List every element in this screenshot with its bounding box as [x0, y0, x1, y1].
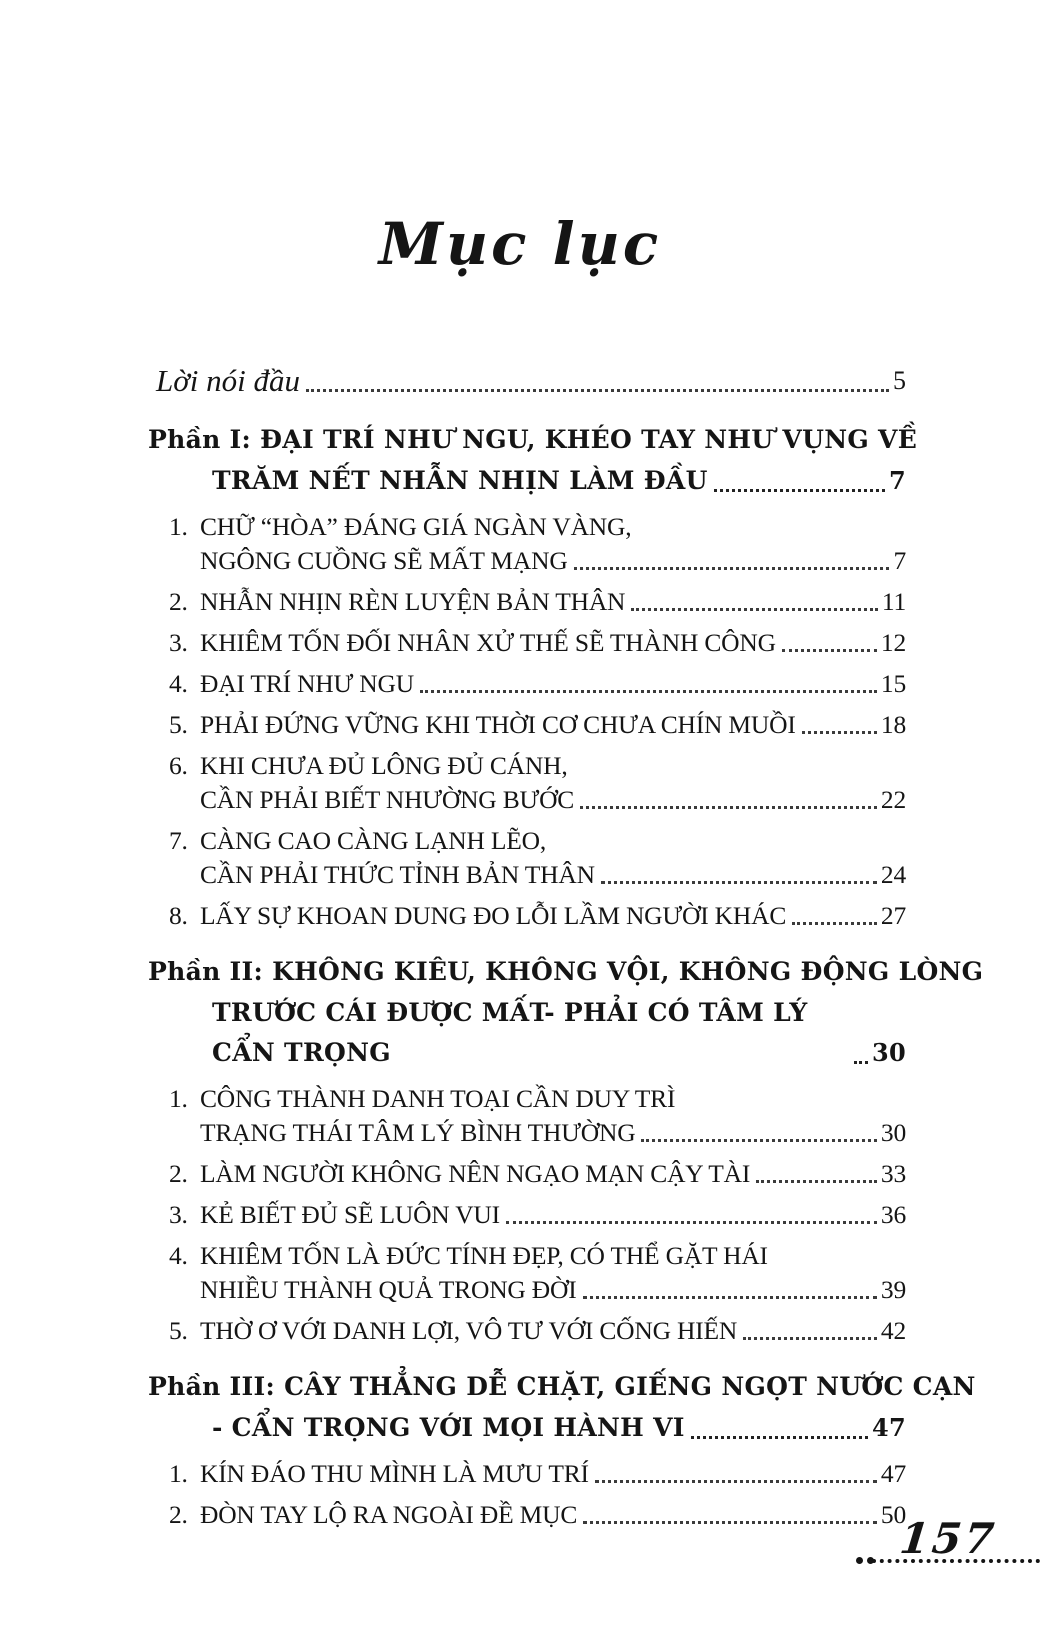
preface-label: Lời nói đầu	[156, 363, 301, 398]
section-label: Phần II:	[148, 957, 273, 986]
section-page-number: 47	[872, 1413, 906, 1442]
item-leader-row	[200, 667, 906, 701]
dot-leader	[506, 1221, 877, 1224]
toc-preface-row	[156, 362, 906, 400]
section-title-text: KHÔNG KIÊU, KHÔNG VỘI, KHÔNG ĐỘNG LÒNG	[272, 957, 984, 986]
item-page-number: 27	[880, 901, 906, 930]
item-body	[200, 510, 906, 578]
section-label: Phần I:	[148, 425, 261, 454]
preface-page-number: 5	[893, 366, 906, 395]
item-body	[200, 1157, 906, 1191]
item-page-number: 22	[880, 785, 906, 814]
item-title-line: NHẪN NHỊN RÈN LUYỆN BẢN THÂN	[200, 587, 626, 616]
section-heading-line1	[148, 1365, 976, 1408]
item-title-line: PHẢI ĐỨNG VỮNG KHI THỜI CƠ CHƯA CHÍN MUỒI	[200, 710, 796, 739]
item-leader-row	[200, 1273, 906, 1307]
section-title-text: CÂY THẲNG DỄ CHẶT, GIẾNG NGỌT NƯỚC CẠN	[284, 1372, 976, 1401]
item-title-line: LÀM NGƯỜI KHÔNG NÊN NGẠO MẠN CẬY TÀI	[200, 1159, 751, 1188]
toc-item	[148, 1157, 906, 1191]
item-page-number: 47	[880, 1459, 906, 1488]
item-number: 5.	[169, 1316, 188, 1345]
item-leader-row	[200, 1116, 906, 1150]
item-page-number: 24	[880, 860, 906, 889]
dot-leader	[691, 1436, 868, 1439]
section-title-text: TRƯỚC CÁI ĐƯỢC MẤT- PHẢI CÓ TÂM LÝ CẨN TRỌNG	[212, 998, 808, 1067]
section-title-text: TRĂM NẾT NHẪN NHỊN LÀM ĐẦU	[212, 466, 708, 495]
item-title-line: KHIÊM TỐN LÀ ĐỨC TÍNH ĐẸP, CÓ THỂ GẶT HÁI	[200, 1241, 768, 1270]
toc-items	[148, 1082, 906, 1348]
item-body	[200, 899, 906, 933]
item-number: 1.	[169, 512, 188, 541]
dot-leader	[854, 1061, 868, 1064]
item-page-number: 42	[880, 1316, 906, 1345]
dot-leader	[641, 1139, 876, 1142]
item-leader-row	[200, 1498, 906, 1532]
item-title-line: NGÔNG CUỒNG SẼ MẤT MẠNG	[200, 546, 568, 575]
dot-leader	[782, 649, 877, 652]
item-leader-row	[200, 626, 906, 660]
toc-item	[148, 510, 906, 578]
item-body	[200, 1198, 906, 1232]
item-page-number: 15	[880, 669, 906, 698]
item-leader-row	[200, 708, 906, 742]
toc-item	[148, 749, 906, 817]
section-title-text: ĐẠI TRÍ NHƯ NGU, KHÉO TAY NHƯ VỤNG VỀ	[260, 425, 918, 454]
item-page-number: 18	[880, 710, 906, 739]
item-body	[200, 749, 906, 817]
table-of-contents	[148, 362, 984, 1539]
dot-leader	[792, 922, 877, 925]
section-heading-line2	[148, 1408, 906, 1448]
page-title: Mục lục	[378, 210, 662, 278]
section-page-number: 30	[872, 1038, 906, 1067]
item-title-line: CÀNG CAO CÀNG LẠNH LẼO,	[200, 826, 547, 855]
item-body	[200, 1457, 906, 1491]
section-heading-line2	[148, 993, 906, 1073]
section-page-number: 7	[889, 466, 906, 495]
item-number: 7.	[169, 826, 188, 855]
item-page-number: 39	[880, 1275, 906, 1304]
item-title-line: CHỮ “HÒA” ĐÁNG GIÁ NGÀN VÀNG,	[200, 512, 632, 541]
item-body	[200, 1082, 906, 1150]
item-leader-row	[200, 1314, 906, 1348]
section-heading-line1	[148, 418, 918, 461]
dot-leader	[714, 489, 885, 492]
toc-sections	[148, 418, 984, 1532]
item-body	[200, 626, 906, 660]
item-leader-row	[200, 1198, 906, 1232]
item-title-line: KẺ BIẾT ĐỦ SẼ LUÔN VUI	[200, 1200, 500, 1229]
dot-leader	[743, 1337, 877, 1340]
folio-page-number: 157	[897, 1514, 1000, 1563]
toc-item	[148, 1082, 906, 1150]
item-leader-row	[200, 1157, 906, 1191]
dot-leader	[756, 1180, 877, 1183]
item-body	[200, 824, 906, 892]
item-page-number: 30	[880, 1118, 906, 1147]
item-number: 8.	[169, 901, 188, 930]
toc-items	[148, 1457, 906, 1532]
item-number: 4.	[169, 1241, 188, 1270]
item-number: 4.	[169, 669, 188, 698]
item-page-number: 7	[893, 546, 906, 575]
item-title-line: KÍN ĐÁO THU MÌNH LÀ MƯU TRÍ	[200, 1459, 589, 1488]
item-title-line: ĐẠI TRÍ NHƯ NGU	[200, 669, 414, 698]
item-page-number: 33	[880, 1159, 906, 1188]
toc-section	[148, 418, 918, 933]
dot-leader	[306, 389, 889, 392]
item-title-line: ĐÒN TAY LỘ RA NGOÀI ĐỀ MỤC	[200, 1500, 578, 1529]
item-page-number: 50	[880, 1500, 906, 1529]
item-body	[200, 1314, 906, 1348]
toc-section	[148, 1365, 976, 1532]
item-number: 1.	[169, 1084, 188, 1113]
item-leader-row	[200, 899, 906, 933]
folio-dotted-rule	[872, 1559, 1040, 1563]
item-leader-row	[200, 544, 906, 578]
item-number: 3.	[169, 628, 188, 657]
item-title-line: KHI CHƯA ĐỦ LÔNG ĐỦ CÁNH,	[200, 751, 568, 780]
item-title-line: CẦN PHẢI BIẾT NHƯỜNG BƯỚC	[200, 785, 575, 814]
item-title-line: TRẠNG THÁI TÂM LÝ BÌNH THƯỜNG	[200, 1118, 636, 1147]
item-title-line: LẤY SỰ KHOAN DUNG ĐO LỖI LẦM NGƯỜI KHÁC	[200, 901, 787, 930]
dot-leader	[631, 608, 878, 611]
item-leader-row	[200, 783, 906, 817]
item-page-number: 36	[880, 1200, 906, 1229]
item-body	[200, 667, 906, 701]
toc-item	[148, 626, 906, 660]
item-number: 2.	[169, 1159, 188, 1188]
toc-item	[148, 708, 906, 742]
item-title-line: THỜ Ơ VỚI DANH LỢI, VÔ TƯ VỚI CỐNG HIẾN	[200, 1316, 738, 1345]
dot-leader	[583, 1521, 877, 1524]
item-leader-row	[200, 858, 906, 892]
dot-leader	[802, 731, 877, 734]
item-number: 2.	[169, 1500, 188, 1529]
item-number: 2.	[169, 587, 188, 616]
dot-leader	[583, 1296, 877, 1299]
item-title-line: NHIỀU THÀNH QUẢ TRONG ĐỜI	[200, 1275, 577, 1304]
toc-item	[148, 824, 906, 892]
toc-item	[148, 1198, 906, 1232]
section-heading-line1	[148, 950, 984, 993]
dot-leader	[574, 567, 890, 570]
item-leader-row	[200, 585, 906, 619]
toc-items	[148, 510, 906, 933]
item-body	[200, 1239, 906, 1307]
toc-section	[148, 950, 984, 1348]
item-number: 6.	[169, 751, 188, 780]
section-title-text: - CẨN TRỌNG VỚI MỌI HÀNH VI	[212, 1413, 685, 1442]
toc-item	[148, 1457, 906, 1491]
item-title-line: KHIÊM TỐN ĐỐI NHÂN XỬ THẾ SẼ THÀNH CÔNG	[200, 628, 776, 657]
toc-item	[148, 899, 906, 933]
item-page-number: 12	[880, 628, 906, 657]
item-page-number: 11	[881, 587, 906, 616]
item-body	[200, 585, 906, 619]
section-label: Phần III:	[148, 1372, 285, 1401]
toc-item	[148, 667, 906, 701]
item-number: 1.	[169, 1459, 188, 1488]
toc-item	[148, 585, 906, 619]
toc-item	[148, 1239, 906, 1307]
dot-leader	[420, 690, 877, 693]
item-body	[200, 708, 906, 742]
toc-item	[148, 1498, 906, 1532]
folio-dot	[856, 1557, 863, 1564]
dot-leader	[601, 881, 877, 884]
item-number: 5.	[169, 710, 188, 739]
dot-leader	[580, 806, 877, 809]
section-heading-line2	[148, 461, 906, 501]
item-number: 3.	[169, 1200, 188, 1229]
item-leader-row	[200, 1457, 906, 1491]
item-title-line: CÔNG THÀNH DANH TOẠI CẦN DUY TRÌ	[200, 1084, 676, 1113]
item-body	[200, 1498, 906, 1532]
dot-leader	[595, 1480, 877, 1483]
item-title-line: CẦN PHẢI THỨC TỈNH BẢN THÂN	[200, 860, 595, 889]
toc-item	[148, 1314, 906, 1348]
